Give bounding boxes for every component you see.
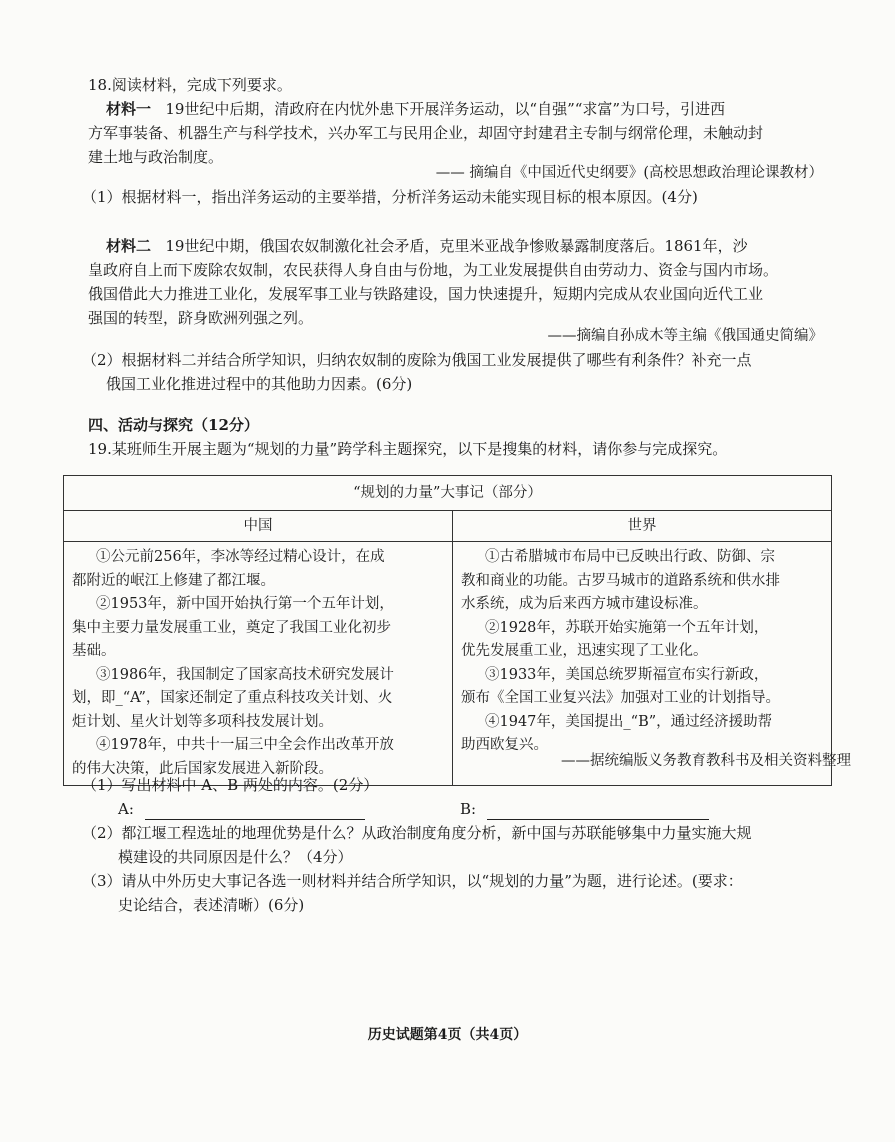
answer-blank-b[interactable] bbox=[460, 798, 709, 820]
blank-a-label: A: bbox=[118, 800, 134, 818]
material-1-line-3: 建土地与政治制度。 bbox=[88, 148, 224, 166]
china-line: ③1986年，我国制定了国家高技术研究发展计 bbox=[96, 666, 394, 683]
material-2-line-1 bbox=[106, 235, 748, 257]
material-2-text: 19世纪中期，俄国农奴制激化社会矛盾，克里米亚战争惨败暴露制度落后。1861年，沙 bbox=[165, 237, 748, 255]
q18-heading: 18.阅读材料，完成下列要求。 bbox=[88, 76, 292, 94]
world-line: 教和商业的功能。古罗马城市的道路系统和供水排 bbox=[461, 572, 780, 589]
q18-sub-2-line-1: （2）根据材料二并结合所学知识，归纳农奴制的废除为俄国工业发展提供了哪些有利条件？补充一点 bbox=[82, 351, 752, 369]
world-line: ④1947年，美国提出_“B”，通过经济援助帮 bbox=[485, 713, 773, 730]
world-events-cell bbox=[453, 542, 832, 786]
q18-sub-1: （1）根据材料一，指出洋务运动的主要举措，分析洋务运动未能实现目标的根本原因。(4分) bbox=[82, 188, 698, 206]
material-2-line-2: 皇政府自上而下废除农奴制，农民获得人身自由与份地，为工业发展提供自由劳动力、资金与国内市场。 bbox=[88, 261, 779, 279]
material-2-source: ——摘编自孙成木等主编《俄国通史简编》 bbox=[547, 328, 823, 344]
blank-b-label: B: bbox=[460, 800, 477, 818]
q19-intro: 19.某班师生开展主题为“规划的力量”跨学科主题探究，以下是搜集的材料，请你参与完成探究。 bbox=[88, 440, 728, 458]
china-line: 的伟大决策，此后国家发展进入新阶段。 bbox=[72, 760, 333, 777]
material-2-label: 材料二 bbox=[106, 237, 152, 255]
china-line: 集中主要力量发展重工业，奠定了我国工业化初步 bbox=[72, 619, 391, 636]
world-line: ①古希腊城市布局中已反映出行政、防御、宗 bbox=[485, 549, 775, 565]
material-2-line-4: 强国的转型，跻身欧洲列强之列。 bbox=[88, 309, 314, 327]
material-1-line-2: 方军事装备、机器生产与科学技术，兴办军工与民用企业，却固守封建君主专制与纲常伦理，未触动封 bbox=[88, 124, 764, 142]
column-header-china: 中国 bbox=[64, 511, 453, 542]
q19-sub-2-line-2: 模建设的共同原因是什么？（4分） bbox=[118, 848, 353, 866]
china-line: 都附近的岷江上修建了都江堰。 bbox=[72, 572, 275, 589]
blank-a-line[interactable] bbox=[145, 803, 365, 820]
china-line: 划，即_“A”，国家还制定了重点科技攻关计划、火 bbox=[72, 690, 393, 706]
china-line: ②1953年，新中国开始执行第一个五年计划， bbox=[96, 596, 394, 612]
world-line: ③1933年，美国总统罗斯福宣布实行新政， bbox=[485, 666, 769, 683]
china-line: 基础。 bbox=[72, 643, 116, 659]
china-line: ④1978年，中共十一届三中全会作出改革开放 bbox=[96, 737, 394, 753]
column-header-world: 世界 bbox=[453, 511, 832, 542]
china-events-cell bbox=[64, 542, 453, 786]
material-1-text: 19世纪中后期，清政府在内忧外患下开展洋务运动，以“自强”“求富”为口号，引进西 bbox=[165, 100, 726, 118]
table-title: “规划的力量”大事记（部分） bbox=[64, 476, 832, 511]
answer-blank-a[interactable] bbox=[118, 798, 365, 820]
world-line: 颁布《全国工业复兴法》加强对工业的计划指导。 bbox=[461, 690, 780, 706]
q19-sub-2-line-1: （2）都江堰工程选址的地理优势是什么？从政治制度角度分析，新中国与苏联能够集中力量实施大规 bbox=[82, 824, 752, 842]
q18-sub-2-line-2: 俄国工业化推进过程中的其他助力因素。(6分) bbox=[106, 375, 413, 393]
q19-sub-3-line-1: （3）请从中外历史大事记各选一则材料并结合所学知识，以“规划的力量”为题，进行论述。(要求： bbox=[82, 872, 743, 890]
material-2-line-3: 俄国借此大力推进工业化，发展军事工业与铁路建设，国力快速提升，短期内完成从农业国向近代工业 bbox=[88, 285, 764, 303]
blank-b-line[interactable] bbox=[487, 803, 709, 820]
world-line: 优先发展重工业，迅速实现了工业化。 bbox=[461, 643, 708, 659]
material-1-label: 材料一 bbox=[106, 100, 152, 118]
table-source: ——据统编版义务教育教科书及相关资料整理 bbox=[561, 753, 851, 769]
world-line: ②1928年，苏联开始实施第一个五年计划， bbox=[485, 619, 769, 636]
q19-sub-1: （1）写出材料中 A、B 两处的内容。(2分） bbox=[82, 776, 379, 794]
china-line: ①公元前256年，李冰等经过精心设计，在成 bbox=[96, 549, 385, 565]
events-table bbox=[63, 475, 832, 786]
q19-sub-3-line-2: 史论结合，表述清晰）(6分) bbox=[118, 896, 305, 914]
material-1-source: —— 摘编自《中国近代史纲要》(高校思想政治理论课教材） bbox=[435, 165, 823, 181]
china-line: 炬计划、星火计划等多项科技发展计划。 bbox=[72, 713, 333, 730]
material-1-line-1 bbox=[106, 98, 725, 120]
world-line: 水系统，成为后来西方城市建设标准。 bbox=[461, 596, 708, 612]
page-footer: 历史试题第4页（共4页） bbox=[367, 1027, 528, 1043]
world-line: 助西欧复兴。 bbox=[461, 737, 548, 753]
section-4-heading: 四、活动与探究（12分） bbox=[88, 416, 259, 434]
